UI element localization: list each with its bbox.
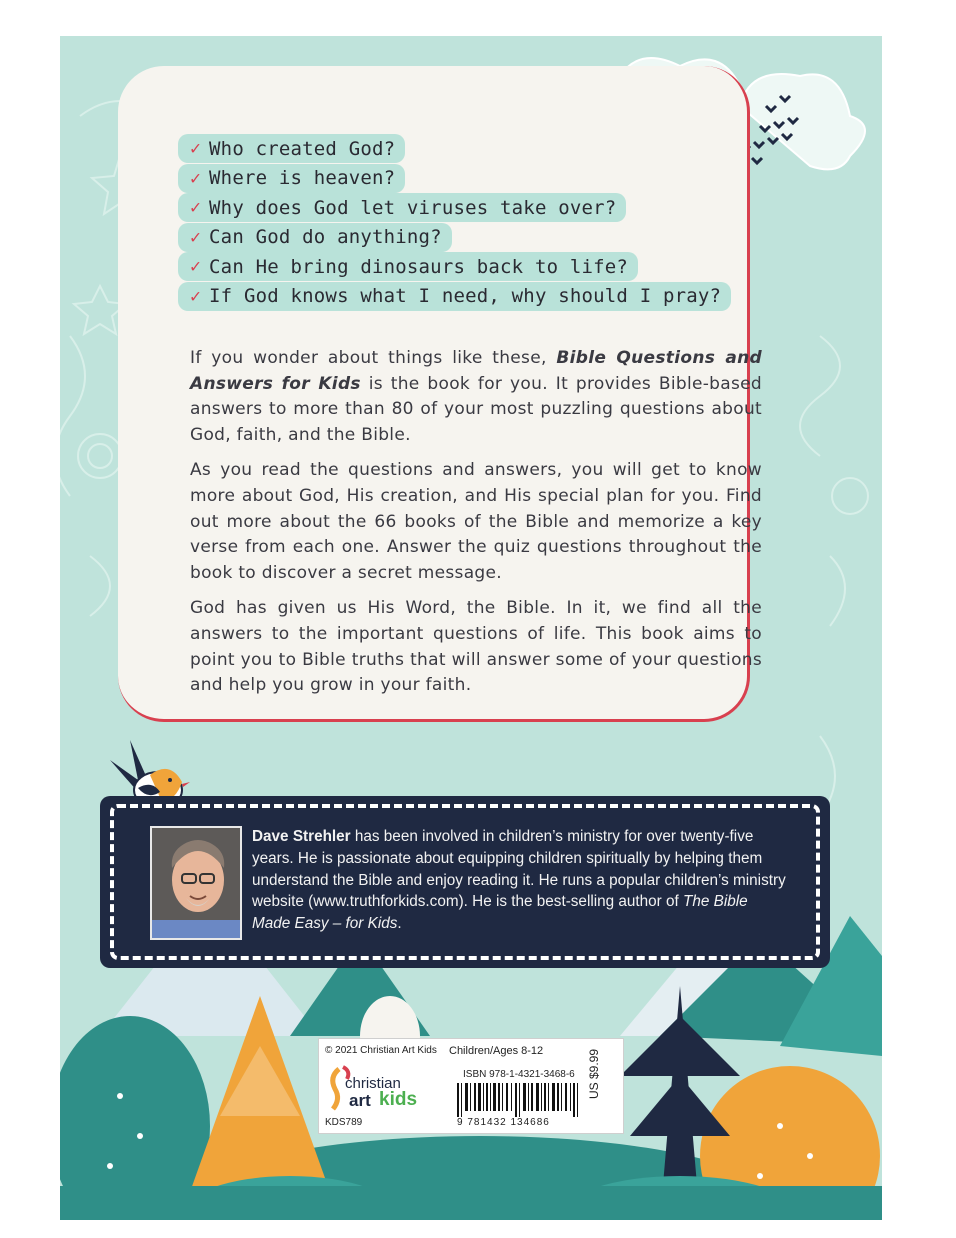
- age-category: Children/Ages 8-12: [449, 1045, 544, 1057]
- checkmark-icon: ✓: [190, 138, 202, 159]
- barcode: [451, 1083, 591, 1117]
- checkmark-icon: ✓: [190, 256, 202, 278]
- book-title: Bible Questions and Answers for Kids: [190, 348, 762, 394]
- question-item: ✓ Who created God?: [178, 134, 405, 163]
- logo-art: art: [349, 1091, 371, 1110]
- question-item: ✓ Can He bring dinosaurs back to life?: [178, 252, 638, 281]
- barcode-digits: 9 781432 134686: [457, 1117, 550, 1128]
- checkmark-icon: ✓: [190, 226, 202, 248]
- description-paragraph-3: God has given us His Word, the Bible. In it, we find all the answers to the important questions of life. This book aims to point you to Bible truths that will answer some of your questions and help you grow in your faith.: [190, 598, 762, 696]
- isbn-text: ISBN 978-1-4321-3468-6: [463, 1069, 575, 1080]
- question-item: ✓ Why does God let viruses take over?: [178, 193, 626, 222]
- author-bio: Dave Strehler has been involved in children’s ministry for over twenty-five years. He is passionate about equipping children spiritually by helping them understand the Bible and enjoy reading it. He runs a popular children’s ministry website (www.truthforkids.com). He is the best-selling author of The Bible Made Easy – for Kids.: [252, 828, 786, 933]
- description-text: [190, 346, 762, 709]
- checkmark-icon: ✓: [190, 285, 202, 307]
- author-name: Dave Strehler: [252, 828, 351, 845]
- logo-kids: kids: [379, 1089, 418, 1110]
- question-item: ✓ If God knows what I need, why should I pray?: [178, 282, 731, 311]
- question-item: ✓ Can God do anything?: [178, 223, 452, 252]
- logo-christian: christian: [345, 1075, 401, 1092]
- checkmark-icon: ✓: [190, 197, 202, 219]
- author-book-title: The Bible Made Easy – for Kids: [252, 893, 748, 933]
- question-list: [178, 134, 778, 312]
- question-item: ✓ Where is heaven?: [178, 164, 405, 193]
- barcode-panel: [318, 1038, 624, 1134]
- copyright-text: © 2021 Christian Art Kids: [325, 1045, 437, 1056]
- description-paragraph-2: As you read the questions and answers, you will get to know more about God, His creation, and His special plan for you. Find out more about the 66 books of the Bible and memorize a key verse from each one. Answer the quiz questions throughout the book to discover a secret message.: [190, 460, 762, 583]
- sku-code: KDS789: [325, 1117, 363, 1128]
- description-paragraph-1: If you wonder about things like these, Bible Questions and Answers for Kids is the book for you. It provides Bible-based answers to more than 80 of your most puzzling questions about God, faith, and the Bible.: [190, 348, 762, 445]
- checkmark-icon: ✓: [190, 167, 202, 189]
- author-photo: [150, 826, 242, 940]
- price-label: US $9.99: [587, 1048, 601, 1099]
